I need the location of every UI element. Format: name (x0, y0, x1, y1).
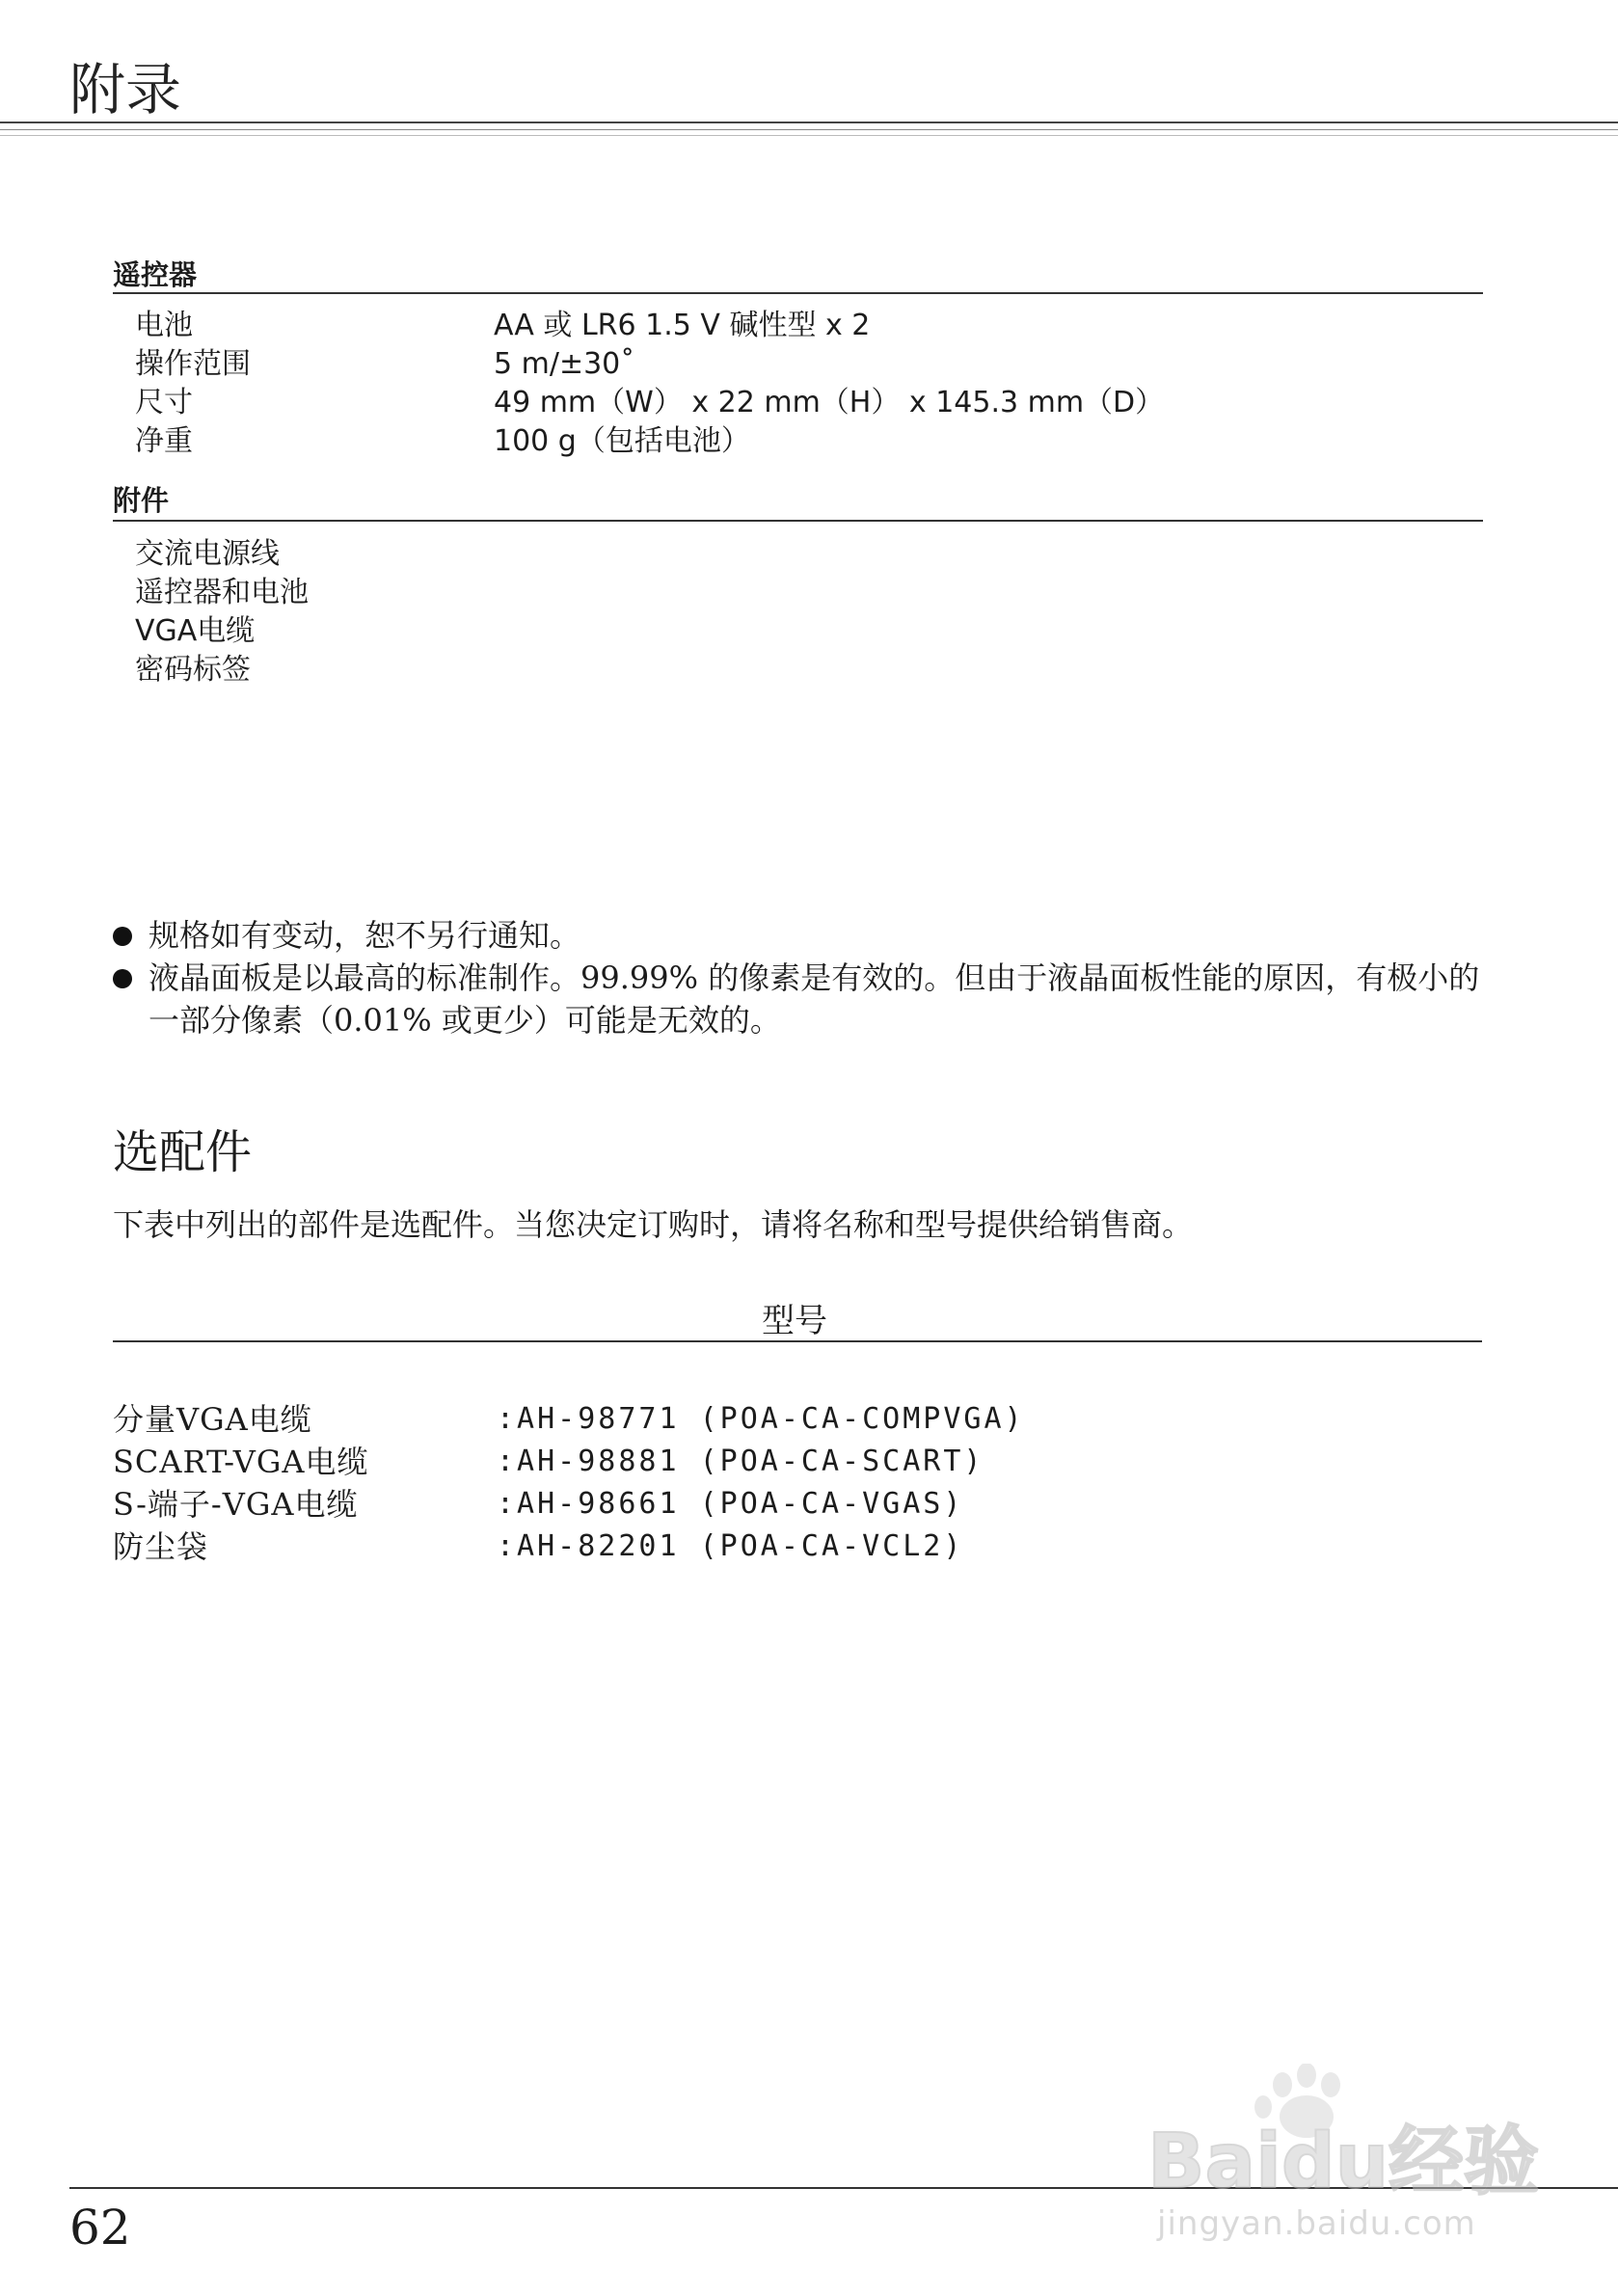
watermark-url: jingyan.baidu.com (1157, 2204, 1476, 2243)
part-name: S-端子-VGA电缆 (113, 1486, 359, 1523)
bullet-icon (113, 927, 132, 946)
accessory-item: VGA电缆 (135, 614, 256, 648)
optional-parts-title: 选配件 (113, 1125, 253, 1179)
spec-label: 净重 (135, 424, 193, 458)
note-text: 液晶面板是以最高的标准制作。99.99% 的像素是有效的。但由于液晶面板性能的原因，有极小的一部分像素（0.01% 或更少）可能是无效的。 (148, 959, 1480, 1039)
accessory-item: 密码标签 (135, 653, 251, 687)
header-rule-faint (0, 135, 1618, 136)
spec-value: 5 m/±30˚ (494, 347, 635, 381)
baidu-watermark (1147, 2044, 1572, 2256)
accessories-heading-rule (113, 520, 1483, 522)
spec-value: 49 mm（W） x 22 mm（H） x 145.3 mm（D） (494, 386, 1165, 419)
accessories-heading: 附件 (113, 484, 170, 517)
remote-heading-rule (113, 292, 1483, 294)
spec-label: 电池 (135, 309, 193, 342)
remote-heading: 遥控器 (113, 258, 198, 291)
spec-row-range (135, 345, 1389, 384)
model-column-header: 型号 (762, 1302, 827, 1340)
optional-part-row (113, 1483, 1463, 1526)
spec-row-dimensions (135, 384, 1389, 422)
part-model: :AH-82201 (POA-CA-VCL2) (497, 1529, 964, 1563)
optional-part-row (113, 1441, 1463, 1483)
part-model: :AH-98881 (POA-CA-SCART) (497, 1445, 984, 1478)
svg-text:Baidu经验: Baidu经验 (1147, 2119, 1540, 2199)
part-model: :AH-98661 (POA-CA-VGAS) (497, 1487, 964, 1521)
spec-value: AA 或 LR6 1.5 V 碱性型 x 2 (494, 309, 871, 342)
spec-row-battery (135, 307, 1389, 345)
accessory-item: 遥控器和电池 (135, 576, 309, 609)
optional-part-row (113, 1526, 1463, 1568)
part-name: 分量VGA电缆 (113, 1401, 312, 1438)
spec-value: 100 g（包括电池） (494, 424, 750, 458)
header-rule-thin (0, 129, 1618, 130)
spec-label: 操作范围 (135, 347, 251, 381)
note-item (113, 914, 1501, 957)
part-name: SCART-VGA电缆 (113, 1444, 369, 1480)
optional-parts-description: 下表中列出的部件是选配件。当您决定订购时，请将名称和型号提供给销售商。 (113, 1206, 1194, 1243)
part-name: 防尘袋 (113, 1528, 209, 1565)
optional-part-row (113, 1398, 1463, 1441)
baidu-paw-logo-icon (1147, 2064, 1572, 2199)
page-number: 62 (69, 2200, 131, 2255)
accessory-item: 交流电源线 (135, 537, 280, 571)
table-header-rule (113, 1340, 1482, 1342)
part-model: :AH-98771 (POA-CA-COMPVGA) (497, 1402, 1025, 1436)
spec-row-weight (135, 422, 1389, 461)
bullet-icon (113, 969, 132, 988)
spec-label: 尺寸 (135, 386, 193, 419)
note-text: 规格如有变动，恕不另行通知。 (148, 917, 581, 954)
header-rule (0, 122, 1618, 123)
note-item (113, 957, 1501, 1041)
page-title: 附录 (69, 57, 182, 122)
